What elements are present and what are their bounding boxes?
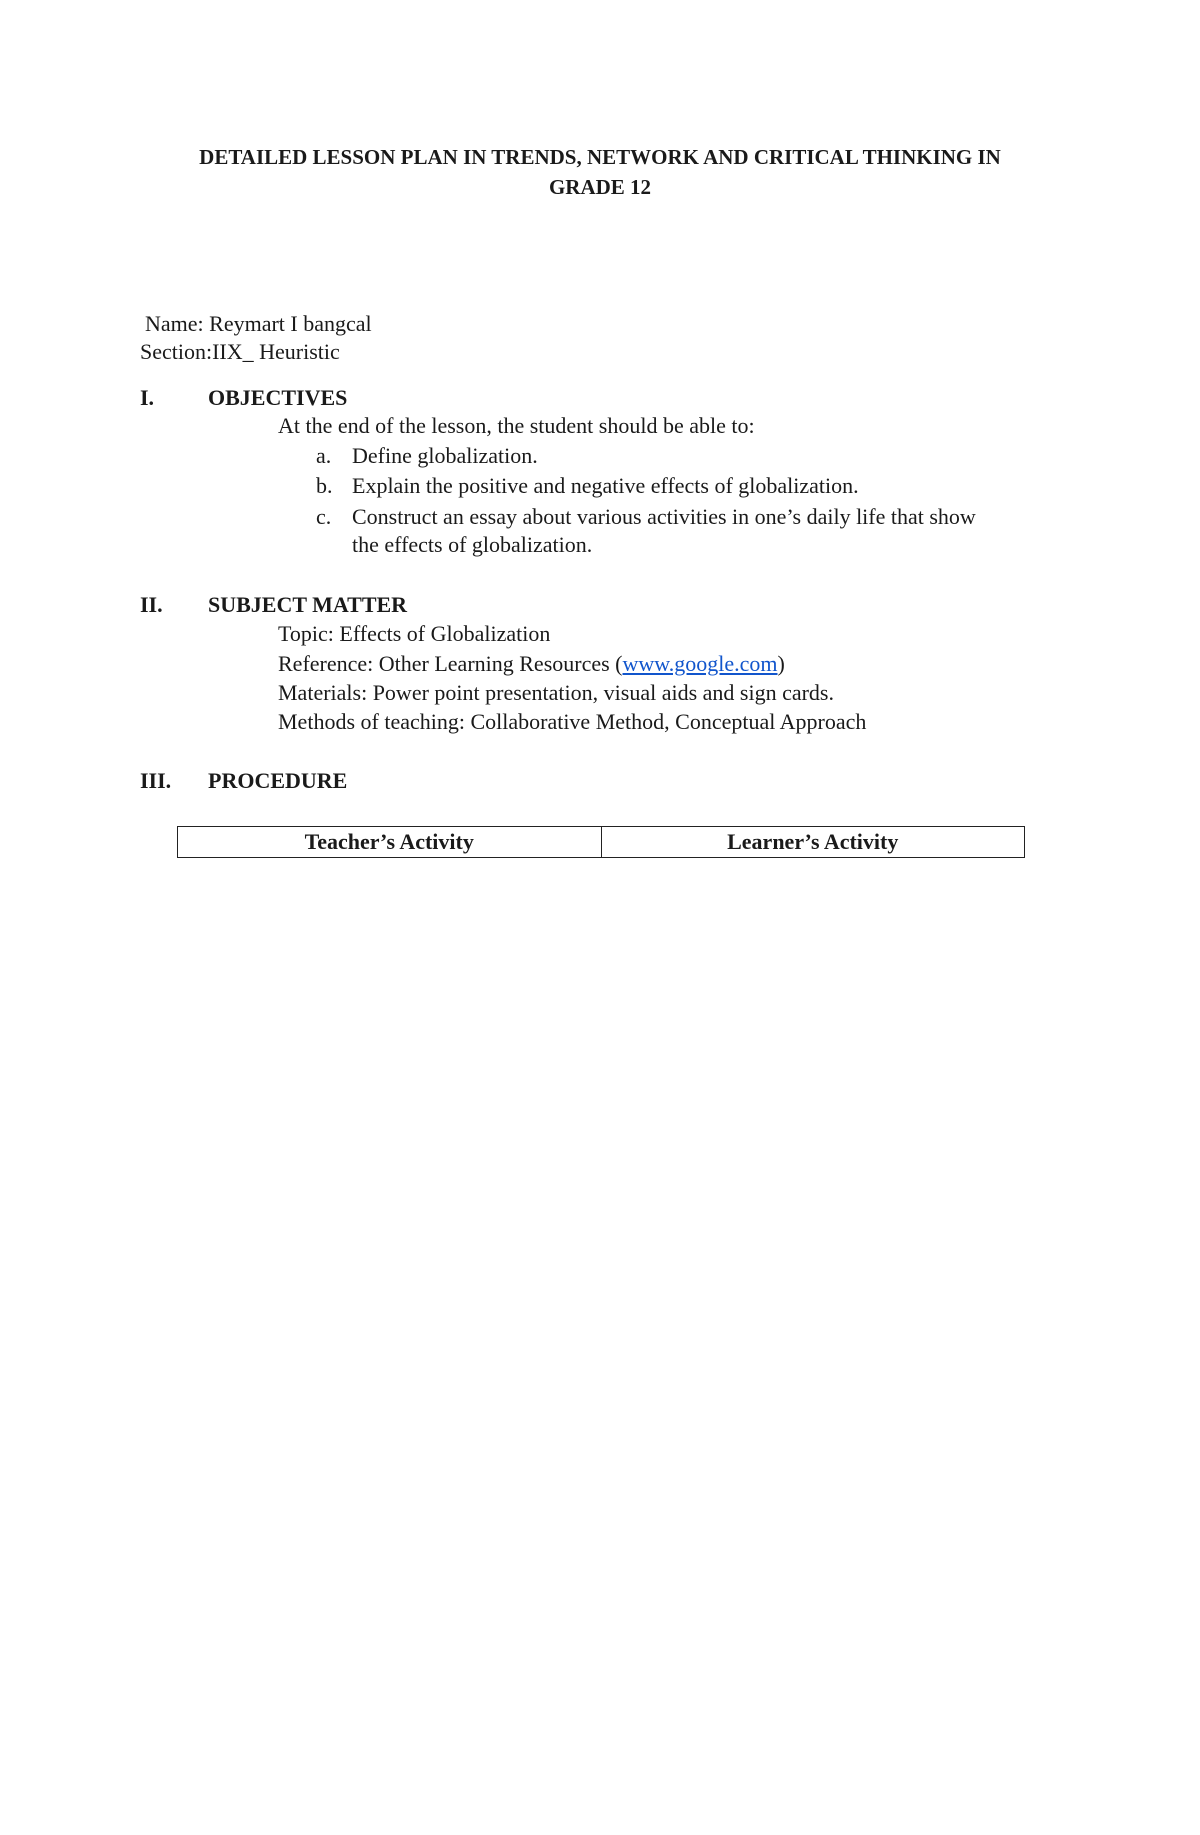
reference-suffix: ) xyxy=(777,651,785,676)
objective-b-text: Explain the positive and negative effects of globalization. xyxy=(352,473,859,498)
reference-prefix: Reference: Other Learning Resources ( xyxy=(278,651,623,676)
topic-line: Topic: Effects of Globalization xyxy=(278,621,551,646)
objective-c-text-continued: the effects of globalization. xyxy=(352,532,593,557)
teacher-activity-header: Teacher’s Activity xyxy=(178,827,602,858)
procedure-number: III. xyxy=(140,768,172,793)
objective-c-text: Construct an essay about various activities in one’s daily life that show xyxy=(352,504,976,529)
objective-b-marker: b. xyxy=(316,473,333,498)
section-field: Section:IIX_ Heuristic xyxy=(140,339,340,364)
title-line-2: GRADE 12 xyxy=(548,175,652,199)
subject-matter-number: II. xyxy=(140,592,163,617)
reference-link[interactable]: www.google.com xyxy=(622,651,778,676)
procedure-heading: PROCEDURE xyxy=(208,768,348,793)
objective-c-marker: c. xyxy=(316,504,332,529)
objectives-intro: At the end of the lesson, the student should be able to: xyxy=(278,413,755,438)
materials-line: Materials: Power point presentation, visual aids and sign cards. xyxy=(278,680,834,705)
reference-line xyxy=(278,650,785,678)
document-title xyxy=(120,142,1080,202)
name-field: Name: Reymart I bangcal xyxy=(145,311,372,336)
methods-line: Methods of teaching: Collaborative Method, Conceptual Approach xyxy=(278,709,867,734)
objectives-heading: OBJECTIVES xyxy=(208,385,348,410)
learner-activity-header: Learner’s Activity xyxy=(601,827,1025,858)
objective-a-text: Define globalization. xyxy=(352,443,538,468)
objective-a-marker: a. xyxy=(316,443,332,468)
procedure-table xyxy=(177,826,1025,858)
subject-matter-heading: SUBJECT MATTER xyxy=(208,592,408,617)
title-line-1: DETAILED LESSON PLAN IN TRENDS, NETWORK AND CRITICAL THINKING IN xyxy=(199,145,1001,169)
objectives-number: I. xyxy=(140,385,155,410)
procedure-table-header-row xyxy=(178,827,1025,858)
